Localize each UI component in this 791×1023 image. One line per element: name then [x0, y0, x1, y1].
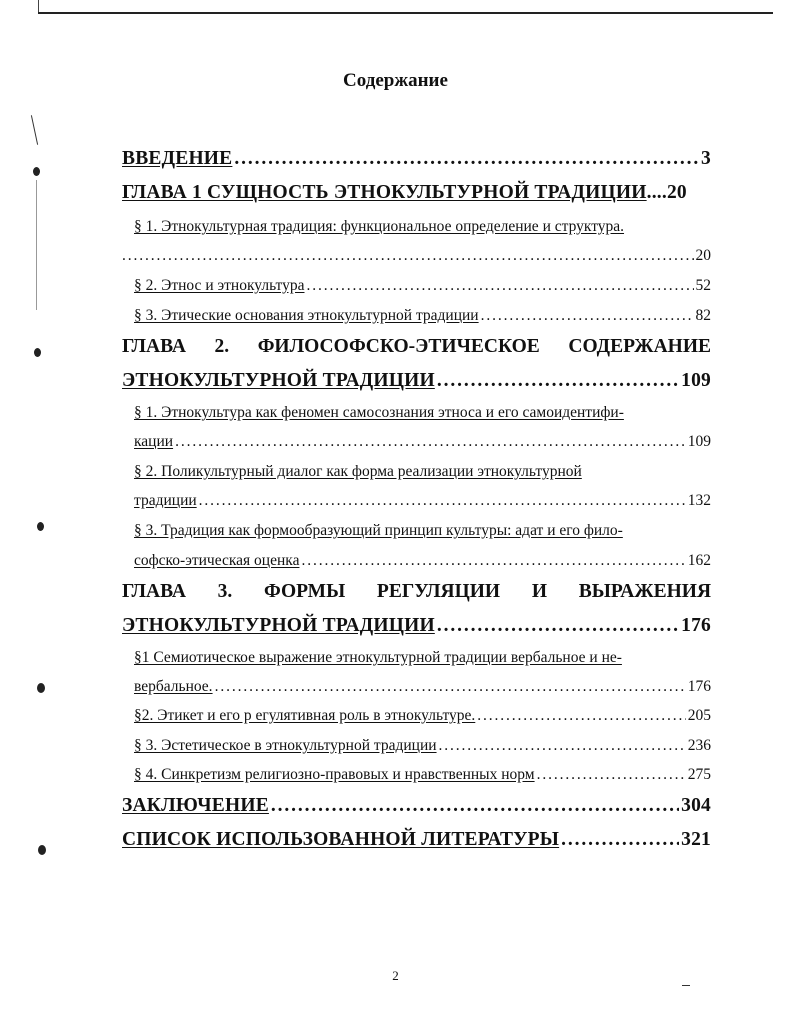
toc-entry-section-1-1-page[interactable]	[122, 247, 711, 265]
entry-title: §1 Семиотическое выражение этнокультурной традиции вербальное и не-	[134, 649, 622, 666]
toc-entry-section-2-1-cont[interactable]	[134, 433, 711, 451]
leader-dots	[199, 492, 686, 510]
toc-entry-chapter-3-cont[interactable]	[122, 615, 711, 637]
entry-page: ....20	[646, 182, 687, 203]
entry-title: § 2. Поликультурный диалог как форма реализации этнокультурной	[134, 463, 582, 480]
chapter-word: ГЛАВА	[122, 336, 186, 357]
entry-page: 162	[687, 552, 711, 569]
entry-title: ВВЕДЕНИЕ	[122, 148, 233, 169]
chapter-number: 3.	[217, 581, 233, 602]
entry-page: 304	[681, 795, 711, 816]
entry-title: ЭТНОКУЛЬТУРНОЙ ТРАДИЦИИ	[122, 370, 435, 391]
toc-entry-chapter-2[interactable]	[122, 336, 711, 358]
toc-entry-section-2-3-cont[interactable]	[134, 552, 711, 570]
leader-dots	[477, 707, 685, 725]
entry-title: § 3. Этические основания этнокультурной традиции	[134, 307, 479, 324]
entry-page: 132	[687, 492, 711, 509]
leader-dots	[271, 795, 679, 817]
toc-entry-chapter-3[interactable]	[122, 581, 711, 603]
entry-page: 109	[681, 370, 711, 391]
leader-dots	[439, 737, 686, 755]
entry-title: § 2. Этнос и этнокультура	[134, 277, 305, 294]
toc-entry-section-1-1[interactable]	[134, 218, 624, 236]
toc-entry-section-2-2-cont[interactable]	[134, 492, 711, 510]
toc-entry-conclusion[interactable]	[122, 795, 711, 817]
entry-page: 82	[695, 307, 711, 324]
chapter-word: РЕГУЛЯЦИИ	[376, 581, 501, 602]
toc-entry-section-1-2[interactable]	[134, 277, 711, 295]
toc-entry-section-3-2[interactable]	[134, 707, 711, 725]
leader-dots	[437, 615, 679, 637]
leader-dots	[481, 307, 694, 325]
chapter-number: 2.	[214, 336, 230, 357]
entry-title: §2. Этикет и его р егулятивная роль в этнокультуре.	[134, 707, 476, 724]
leader-dots	[122, 247, 694, 265]
entry-page: 176	[681, 615, 711, 636]
leader-dots	[234, 148, 699, 170]
toc-entry-chapter-2-cont[interactable]	[122, 370, 711, 392]
page-title: Содержание	[343, 70, 448, 91]
entry-title: § 3. Традиция как формообразующий принцип культуры: адат и его фило-	[134, 522, 623, 539]
page-number: 2	[392, 968, 399, 983]
entry-page: 205	[687, 707, 711, 724]
entry-title: § 3. Эстетическое в этнокультурной традиции	[134, 737, 437, 754]
entry-page: 176	[687, 678, 711, 695]
toc-entry-chapter-1[interactable]	[122, 182, 711, 204]
entry-title: § 1. Этнокультура как феномен самосознания этноса и его самоидентифи-	[134, 404, 624, 421]
entry-page: 321	[681, 829, 711, 850]
entry-title: § 1. Этнокультурная традиция: функциональное определение и структура.	[134, 218, 625, 235]
toc-entry-introduction[interactable]	[122, 148, 711, 170]
leader-dots	[307, 277, 694, 295]
entry-page: 275	[687, 766, 711, 783]
toc-entry-section-3-1[interactable]	[134, 649, 622, 667]
toc-entry-section-1-3[interactable]	[134, 307, 711, 325]
entry-title: ЭТНОКУЛЬТУРНОЙ ТРАДИЦИИ	[122, 615, 435, 636]
chapter-word: ВЫРАЖЕНИЯ	[578, 581, 712, 602]
leader-dots	[537, 766, 686, 784]
entry-title: ГЛАВА 1 СУЩНОСТЬ ЭТНОКУЛЬТУРНОЙ ТРАДИЦИИ	[122, 182, 647, 203]
toc-entry-references[interactable]	[122, 829, 711, 851]
chapter-word: И	[531, 581, 547, 602]
entry-title: ЗАКЛЮЧЕНИЕ	[122, 795, 269, 816]
toc-entry-section-2-1[interactable]	[134, 404, 624, 422]
toc-entry-section-2-2[interactable]	[134, 463, 582, 481]
entry-page: 3	[701, 148, 711, 169]
chapter-word: ГЛАВА	[122, 581, 186, 602]
entry-title: СПИСОК ИСПОЛЬЗОВАННОЙ ЛИТЕРАТУРЫ	[122, 829, 560, 850]
entry-page: 236	[687, 737, 711, 754]
leader-dots	[215, 678, 686, 696]
entry-page: 20	[695, 247, 711, 264]
chapter-word: ФОРМЫ	[263, 581, 346, 602]
toc-entry-section-3-4[interactable]	[134, 766, 711, 784]
leader-dots	[437, 370, 679, 392]
entry-title: софско-этическая оценка	[134, 552, 300, 569]
entry-page: 52	[695, 277, 711, 294]
entry-title: § 4. Синкретизм религиозно-правовых и нравственных норм	[134, 766, 535, 783]
chapter-word: СОДЕРЖАНИЕ	[568, 336, 712, 357]
toc-entry-section-3-3[interactable]	[134, 737, 711, 755]
entry-page: 109	[687, 433, 711, 450]
entry-title: традиции	[134, 492, 197, 509]
entry-title: кации	[134, 433, 174, 450]
leader-dots	[301, 552, 685, 570]
leader-dots	[561, 829, 679, 851]
entry-title: вербальное.	[134, 678, 213, 695]
chapter-word: ФИЛОСОФСКО-ЭТИЧЕСКОЕ	[257, 336, 540, 357]
toc-entry-section-3-1-cont[interactable]	[134, 678, 711, 696]
leader-dots	[175, 433, 686, 451]
toc-entry-section-2-3[interactable]	[134, 522, 623, 540]
